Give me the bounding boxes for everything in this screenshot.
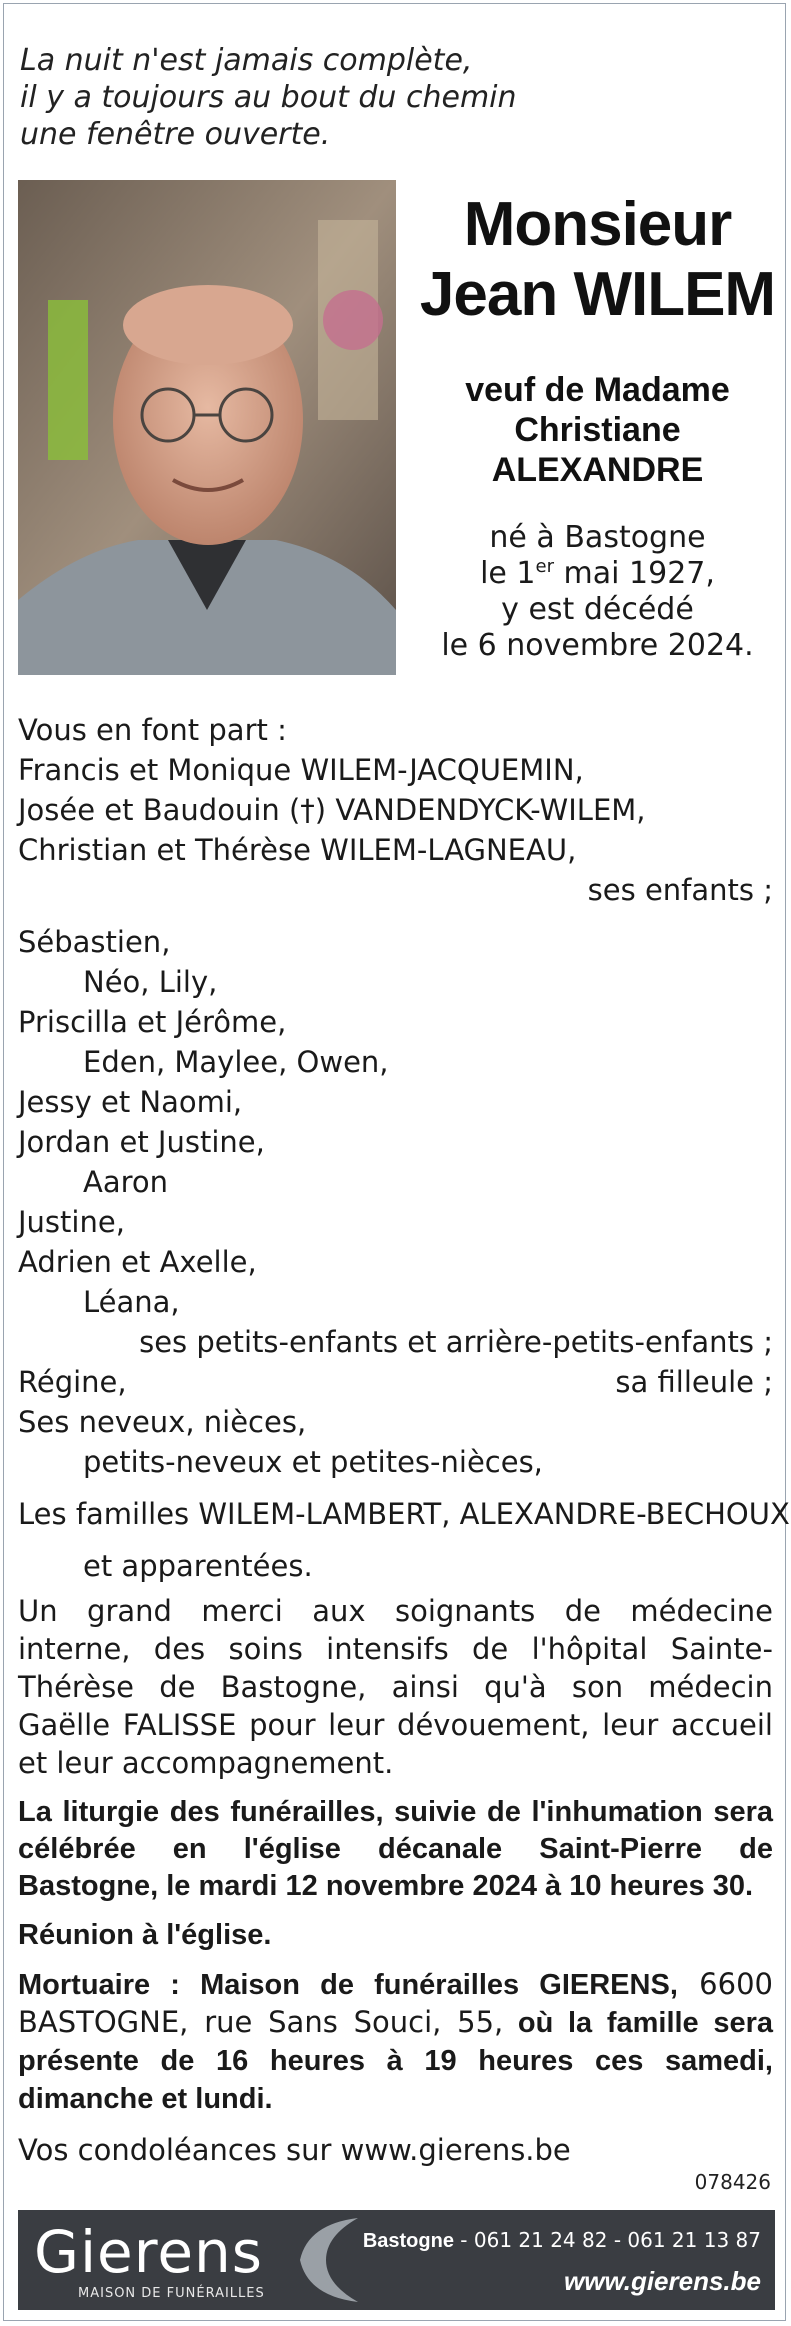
child-line: Francis et Monique WILEM-JACQUEMIN, (18, 753, 584, 787)
birth-death-info (410, 520, 785, 664)
meeting-line: Réunion à l'église. (18, 1919, 272, 1951)
announcement-body (18, 710, 790, 2170)
death-place: y est décédé (501, 592, 694, 627)
reference-number: 078426 (694, 2170, 771, 2194)
goddaughter-label: sa filleule ; (615, 1365, 773, 1399)
logo-swoosh-icon (288, 2214, 368, 2306)
grandchild-line: Sébastien, (18, 925, 171, 959)
poem-line: il y a toujours au bout du chemin (20, 80, 517, 115)
poem-line: une fenêtre ouverte. (20, 117, 331, 152)
grandchild-line: Jessy et Naomi, (18, 1085, 243, 1119)
widower-line: veuf de Madame (465, 371, 730, 409)
portrait-photo (18, 180, 396, 675)
condolences-line: Vos condoléances sur www.gierens.be (18, 2133, 571, 2167)
poem-line: La nuit n'est jamais complète, (20, 43, 473, 78)
deceased-header (410, 190, 785, 664)
child-line: Christian et Thérèse WILEM-LAGNEAU, (18, 833, 577, 867)
birth-place: né à Bastogne (489, 520, 706, 555)
grandchild-line: Priscilla et Jérôme, (18, 1005, 287, 1039)
great-grandchildren-line: Néo, Lily, (83, 965, 218, 999)
website-link[interactable]: www.gierens.be (564, 2266, 761, 2296)
poem (20, 42, 517, 153)
intro: Vous en font part : (18, 713, 287, 747)
mortuary-paragraph: Mortuaire : Maison de funérailles GIERENS, 6600 BASTOGNE, rue Sans Souci, 55, où la famille sera présente de 16 heures à 19 heures ces samedi, dimanche et lundi. (18, 1967, 773, 2115)
funeral-home-footer (18, 2210, 775, 2310)
logo-subtitle: MAISON DE FUNÉRAILLES (78, 2286, 265, 2301)
families-line: Les familles WILEM-LAMBERT, ALEXANDRE-BECHOUX (18, 1497, 790, 1531)
grandchildren-label: ses petits-enfants et arrière-petits-enfants ; (139, 1325, 773, 1359)
grandchild-line: Jordan et Justine, (18, 1125, 265, 1159)
grandchild-line: Adrien et Axelle, (18, 1245, 257, 1279)
grand-nephews-line: petits-neveux et petites-nièces, (83, 1445, 543, 1479)
families-line-2: et apparentées. (83, 1549, 313, 1583)
deceased-name: Jean WILEM (419, 260, 776, 329)
great-grandchildren-line: Eden, Maylee, Owen, (83, 1045, 389, 1079)
grandchild-line: Justine, (18, 1205, 125, 1239)
gierens-logo: Gierens (34, 2218, 263, 2286)
widower-of (410, 370, 785, 490)
goddaughter-name: Régine, (18, 1365, 127, 1399)
deceased-title: Monsieur (463, 190, 732, 259)
death-date: le 6 novembre 2024. (441, 628, 754, 663)
thanks-paragraph: Un grand merci aux soignants de médecine interne, des soins intensifs de l'hôpital Sainte-Thérèse de Bastogne, ainsi qu'à son médecin Gaëlle FALISSE pour leur dévouement, leur accueil et leur accompagnement. (18, 1594, 773, 1780)
goddaughter-line (18, 1362, 773, 1402)
spouse-name: Christiane ALEXANDRE (491, 411, 704, 489)
contact-phones: Bastogne - 061 21 24 82 - 061 21 13 87 (362, 2228, 761, 2252)
great-grandchildren-line: Léana, (83, 1285, 180, 1319)
children-label: ses enfants ; (587, 873, 773, 907)
birth-date: le 1er mai 1927, (480, 556, 715, 591)
great-grandchildren-line: Aaron (83, 1165, 169, 1199)
nephews-line: Ses neveux, nièces, (18, 1405, 307, 1439)
liturgy-paragraph: La liturgie des funérailles, suivie de l'inhumation sera célébrée en l'église décanale Saint-Pierre de Bastogne, le mardi 12 novembre 2024 à 10 heures 30. (18, 1796, 773, 1902)
child-line: Josée et Baudouin (†) VANDENDYCK-WILEM, (18, 793, 646, 827)
